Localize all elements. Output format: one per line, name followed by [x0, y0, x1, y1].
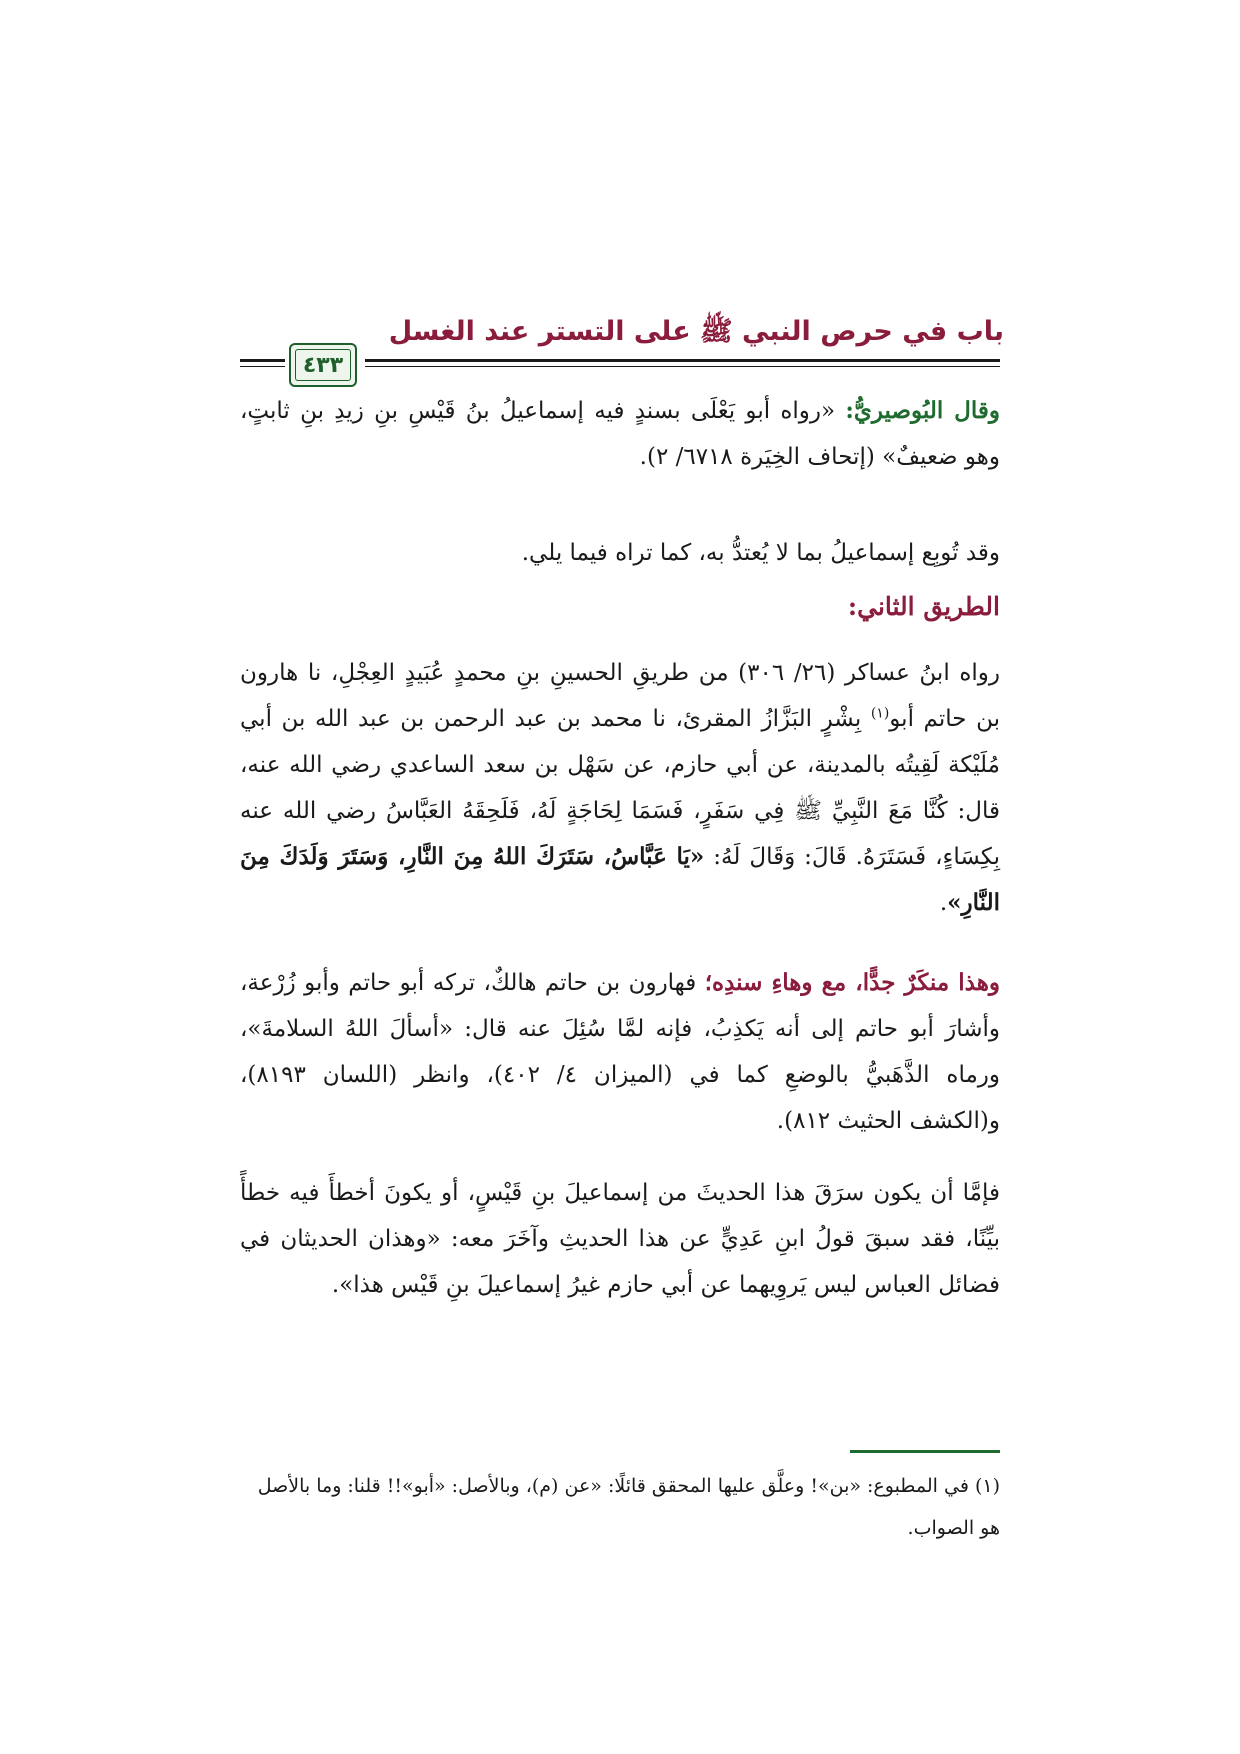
paragraph-text: «رواه أبو يَعْلَى بسندٍ فيه إسماعيلُ بنُ قَيْسِ بنِ زيدِ بنِ ثابتٍ، وهو ضعيفٌ» (إتحاف الخِيَرة ٦٧١٨/ ٢). [240, 398, 1000, 470]
paragraph-text: رواه ابنُ عساكر (٢٦/ ٣٠٦) من طريقِ الحسينِ بنِ محمدٍ عُبَيدٍ العِجْلِ، نا هارون بن حاتم أبو [240, 660, 1000, 732]
hadith-quote: «يَا عَبَّاسُ، سَتَرَكَ اللهُ مِنَ النَّارِ، وَسَتَرَ وَلَدَكَ مِنَ النَّارِ» [240, 843, 1000, 916]
paragraph-ibn-asakir [240, 650, 1000, 926]
header-rule-right [365, 359, 1000, 362]
section-heading: الطريق الثاني: [847, 592, 1000, 621]
paragraph-munkar [240, 960, 1000, 1144]
paragraph-lead: وهذا منكَرٌ جدًّا، مع وهاءِ سندِه؛ [704, 969, 1000, 996]
paragraph-lead: وقال البُوصيريُّ: [845, 397, 1000, 424]
footnote-reference: (١) [870, 705, 890, 722]
chapter-title: باب في حرص النبي ﷺ على التستر عند الغسل [388, 316, 1004, 347]
header-rule-right-thin [365, 366, 1000, 367]
header-rule-left [240, 359, 285, 362]
header-rule-left-thin [240, 366, 285, 367]
paragraph-text: وقد تُوبِع إسماعيلُ بما لا يُعتدُّ به، كما تراه فيما يلي. [521, 540, 1000, 566]
paragraph-busiri [240, 388, 1000, 480]
paragraph-text: فإمَّا أن يكون سرَقَ هذا الحديثَ من إسماعيلَ بنِ قَيْسٍ، أو يكونَ أخطأَ فيه خطأً بيِّنًا، فقد سبقَ قولُ ابنِ عَدِيٍّ عن هذا الحديثِ وآخَرَ معه: «وهذان الحديثان في فضائل العباس ليس يَروِيهما عن أبي حازم غيرُ إسماعيلَ بنِ قَيْس هذا». [240, 1180, 1000, 1298]
paragraph-text: فهارون بن حاتم هالكٌ، تركه أبو حاتم وأبو زُرْعة، وأشارَ أبو حاتم إلى أنه يَكذِبُ، فإنه لمَّا سُئِلَ عنه قال: «أسألَ اللهُ السلامةَ»، ورماه الذَّهَبيُّ بالوضعِ كما في (الميزان ٤/ ٤٠٢)، وانظر (اللسان ٨١٩٣)، و(الكشف الحثيث ٨١٢). [240, 970, 1000, 1134]
paragraph-text: بِشْرٍ البَزَّازُ المقرئ، نا محمد بن عبد الرحمن بن عبد الله بن أبي مُلَيْكة لَقِيتُه بالمدينة، عن أبي حازم، عن سَهْل بن سعد الساعدي رضي الله عنه، قال: كُنَّا مَعَ النَّبِيِّ ﷺ فِي سَفَرٍ، فَسَمَا لِحَاجَةٍ لَهُ، فَلَحِقَهُ العَبَّاسُ رضي الله عنه بِكِسَاءٍ، فَسَتَرَهُ. قَالَ: وَقَالَ لَهُ: [240, 706, 1000, 870]
footnote-rule [850, 1450, 1000, 1453]
footnote: (١) في المطبوع: «بن»! وعلَّق عليها المحقق قائلًا: «عن (م)، وبالأصل: «أبو»!! قلنا: وما بالأصل هو الصواب. [257, 1475, 1000, 1539]
paragraph-text: . [939, 890, 948, 916]
paragraph-conclusion [240, 1170, 1000, 1308]
page-number-badge [289, 343, 357, 387]
paragraph-followup [240, 530, 1000, 576]
page-number: ٤٣٣ [295, 349, 351, 381]
